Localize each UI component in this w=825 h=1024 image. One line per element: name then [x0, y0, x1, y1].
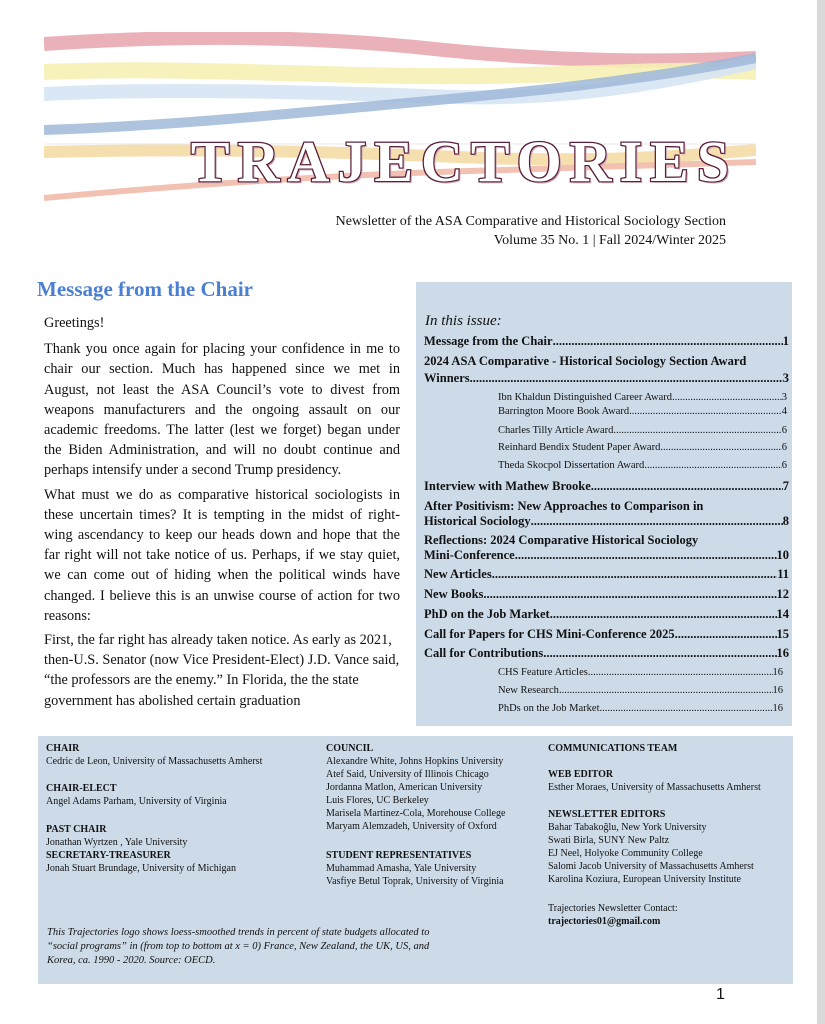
toc-subitem[interactable]: New Research ..... 16	[498, 685, 783, 696]
toc-item[interactable]: Historical Sociology ..... 8	[424, 514, 789, 529]
message-paragraph: Greetings!	[44, 315, 105, 331]
toc-item-label: Message from the Chair	[424, 334, 553, 348]
council-block: COUNCIL Alexandre White, Johns Hopkins University Atef Said, University of Illinois Chicago Jordanna Matlon, American University Luis Flores, UC Berkeley Marisela Martinez-Cola, Morehouse College Maryam Alemzadeh, University of Oxford	[326, 743, 506, 832]
student-reps-block: STUDENT REPRESENTATIVES Muhammad Amasha, Yale University Vasfiye Betul Toprak, University of Virginia	[326, 850, 504, 887]
toc-subitem[interactable]: PhDs on the Job Market ..... 16	[498, 703, 783, 714]
communications-block: COMMUNICATIONS TEAM	[548, 743, 678, 754]
toc-item[interactable]: New Articles ..... 11	[424, 567, 789, 582]
message-body	[44, 313, 400, 711]
toc-item[interactable]	[424, 334, 789, 349]
toc-subitem[interactable]: Reinhard Bendix Student Paper Award ..... 6	[498, 442, 787, 453]
toc-item[interactable]: PhD on the Job Market ..... 14	[424, 607, 789, 622]
toc-item[interactable]: Call for Contributions ..... 16	[424, 646, 789, 661]
toc-item[interactable]: Mini-Conference ..... 10	[424, 548, 789, 563]
masthead-banner	[44, 32, 756, 202]
table-of-contents	[416, 282, 792, 726]
masthead-title: TRAJECTORIES	[190, 129, 738, 194]
logo-note: This Trajectories logo shows loess-smoothed trends in percent of state budgets allocated to “social programs” in (from top to bottom at x = 0) France, New Zealand, the UK, US, and Korea, ca. 1990 - 2020. Source: OECD.	[47, 927, 430, 966]
message-paragraph: First, the far right has already taken notice. As early as 2021, then-U.S. Senator (now Vice President-Elect) J.D. Vance said, “the professors are the enemy.” In Florida, the the state government has abolished certain graduation	[44, 632, 400, 709]
secretary-block: SECRETARY-TREASURER Jonah Stuart Brundage, University of Michigan	[46, 850, 236, 874]
chair-block: CHAIR Cedric de Leon, University of Massachusetts Amherst	[46, 743, 263, 767]
toc-subitem[interactable]: Theda Skocpol Dissertation Award ..... 6	[498, 460, 787, 471]
message-heading: Message from the Chair	[37, 277, 253, 301]
message-paragraph: Thank you once again for placing your confidence in me to chair our section. Much has happened since we met in August, not least the ASA Council’s vote to divest from weapons manufacturers and the ongoing assault on our academic freedoms. The latter (lest we forget) began under the Biden Administration, and will no doubt continue and perhaps intensify under a second Trump presidency.	[44, 341, 400, 479]
toc-subitem[interactable]: Barrington Moore Book Award ..... 4	[498, 406, 787, 417]
contact-block: Trajectories Newsletter Contact: trajectories01@gmail.com	[548, 903, 678, 927]
officers-footer	[38, 736, 793, 984]
contact-email[interactable]: trajectories01@gmail.com	[548, 916, 661, 927]
volume-line: Volume 35 No. 1 | Fall 2024/Winter 2025	[493, 233, 726, 248]
toc-subitem[interactable]: Ibn Khaldun Distinguished Career Award ..... 3	[498, 392, 787, 403]
toc-item[interactable]: Interview with Mathew Brooke ..... 7	[424, 479, 789, 494]
toc-item[interactable]: Call for Papers for CHS Mini-Conference 2025 ..... 15	[424, 627, 789, 642]
toc-title: In this issue:	[425, 313, 502, 329]
toc-subitem[interactable]: Charles Tilly Article Award ..... 6	[498, 425, 787, 436]
toc-item-line[interactable]: 2024 ASA Comparative - Historical Sociology Section Award	[424, 354, 747, 368]
toc-item-page: 1	[782, 334, 789, 348]
past-chair-block: PAST CHAIR Jonathan Wyrtzen , Yale University	[46, 824, 188, 848]
chair-elect-block: CHAIR-ELECT Angel Adams Parham, University of Virginia	[46, 783, 227, 807]
page-edge	[817, 0, 825, 1024]
message-paragraph: What must we do as comparative historical sociologists in these uncertain times? It is tempting in the midst of right-wing ascendancy to keep our heads down and hope that the far right will not take notice of us. Perhaps, if we stay quiet, we can come out of hiding when the political winds have changed. I believe this is an unwise course of action for two reasons:	[44, 486, 400, 624]
toc-item-line[interactable]: Reflections: 2024 Comparative Historical Sociology	[424, 533, 699, 547]
toc-item-line[interactable]: After Positivism: New Approaches to Comparison in	[424, 499, 704, 513]
toc-item-label: Winners	[424, 371, 470, 385]
page-number: 1	[716, 986, 725, 1003]
toc-subitem[interactable]: CHS Feature Articles ..... 16	[498, 667, 783, 678]
toc-item[interactable]	[424, 371, 789, 386]
toc-item[interactable]: New Books ..... 12	[424, 587, 789, 602]
masthead-subtitle	[336, 212, 726, 250]
web-editor-block: WEB EDITOR Esther Moraes, University of Massachusetts Amherst	[548, 769, 761, 793]
newsletter-editors-block: NEWSLETTER EDITORS Bahar Tabakoğlu, New York University Swati Birla, SUNY New Paltz EJ Neel, Holyoke Community College Salomi Jacob University of Massachusetts Amherst Karolina Koziura, European University Institute	[548, 809, 754, 885]
toc-item-page: 3	[782, 371, 789, 385]
subtitle-line: Newsletter of the ASA Comparative and Historical Sociology Section	[335, 214, 726, 229]
